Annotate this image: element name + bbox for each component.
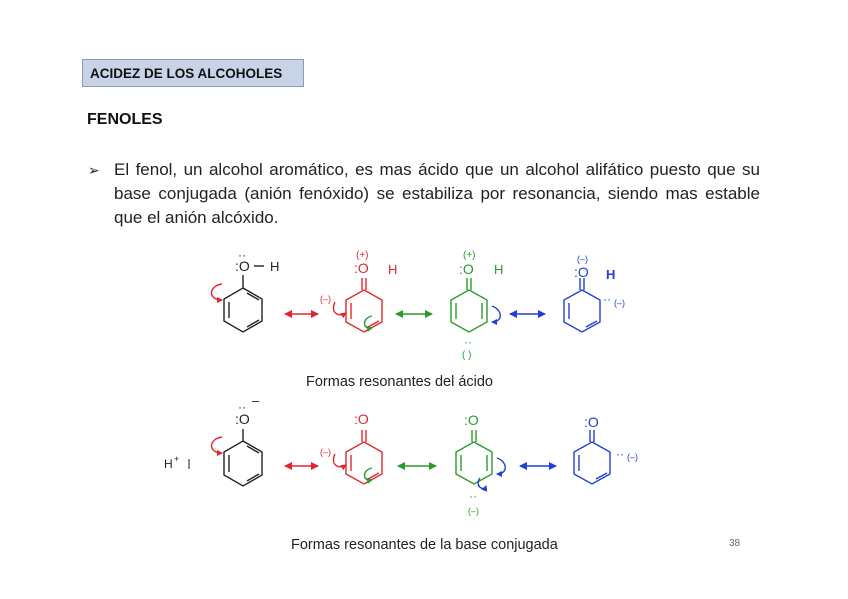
acid-2-oxygen: :O <box>354 260 369 276</box>
acid-1-dots: ·· <box>238 248 246 262</box>
base-2-oxygen: :O <box>354 411 369 427</box>
base-structure-3 <box>456 430 505 488</box>
bullet-text: El fenol, un alcohol aromático, es mas ácido que un alcohol alifático puesto que su base conjugada (anión fenóxido) se estabiliza por resonancia, siendo mas estable que el anión alcóxido. <box>114 160 760 227</box>
bullet-paragraph <box>88 158 760 230</box>
base-4-anion: (–) <box>627 452 638 462</box>
acid-4-dots: ·· <box>603 292 611 306</box>
acid-structure-1 <box>212 266 265 332</box>
base-caption: Formas resonantes de la base conjugada <box>291 537 558 553</box>
base-3-anion: (–) <box>468 506 479 516</box>
base-2-anion: (–) <box>320 447 331 457</box>
bullet-marker-icon: ➢ <box>88 162 100 178</box>
base-1-charge: – <box>252 393 260 408</box>
acid-4-oxygen: :O <box>574 264 589 280</box>
base-4-oxygen: :O <box>584 414 599 430</box>
proton-charge: + <box>174 454 180 464</box>
acid-1-hydrogen: H <box>270 259 280 274</box>
base-structure-2 <box>333 430 382 484</box>
acid-structure-2 <box>333 278 382 332</box>
base-4-dots: ·· <box>616 447 624 461</box>
acid-4-hydrogen: H <box>606 267 616 282</box>
section-tag: ACIDEZ DE LOS ALCOHOLES <box>82 59 304 87</box>
acid-3-charge: (+) <box>463 250 476 261</box>
acid-2-anion: (–) <box>320 294 331 304</box>
base-3-oxygen: :O <box>464 412 479 428</box>
acid-2-charge: (+) <box>356 250 369 261</box>
base-structure-4 <box>574 430 610 484</box>
acid-caption: Formas resonantes del ácido <box>306 374 493 390</box>
base-3-dots: ·· <box>469 489 477 503</box>
acid-4-anion: (–) <box>614 298 625 308</box>
acid-2-hydrogen: H <box>388 262 398 277</box>
page-subheading: FENOLES <box>87 111 163 128</box>
base-1-dots: ·· <box>238 400 246 414</box>
acid-structure-3 <box>451 278 500 332</box>
base-1-oxygen: :O <box>235 411 250 427</box>
acid-3-oxygen: :O <box>459 261 474 277</box>
acid-3-lone-pair: ( ) <box>462 350 472 361</box>
base-structure-1 <box>212 429 263 486</box>
page-number: 38 <box>729 538 741 549</box>
acid-3-hydrogen: H <box>494 262 504 277</box>
acid-structure-4 <box>564 278 600 332</box>
proton-label: H <box>164 457 173 471</box>
acid-4-charge: (–) <box>577 254 588 264</box>
acid-1-oxygen: :O <box>235 258 250 274</box>
acid-3-dots: ·· <box>464 335 472 349</box>
